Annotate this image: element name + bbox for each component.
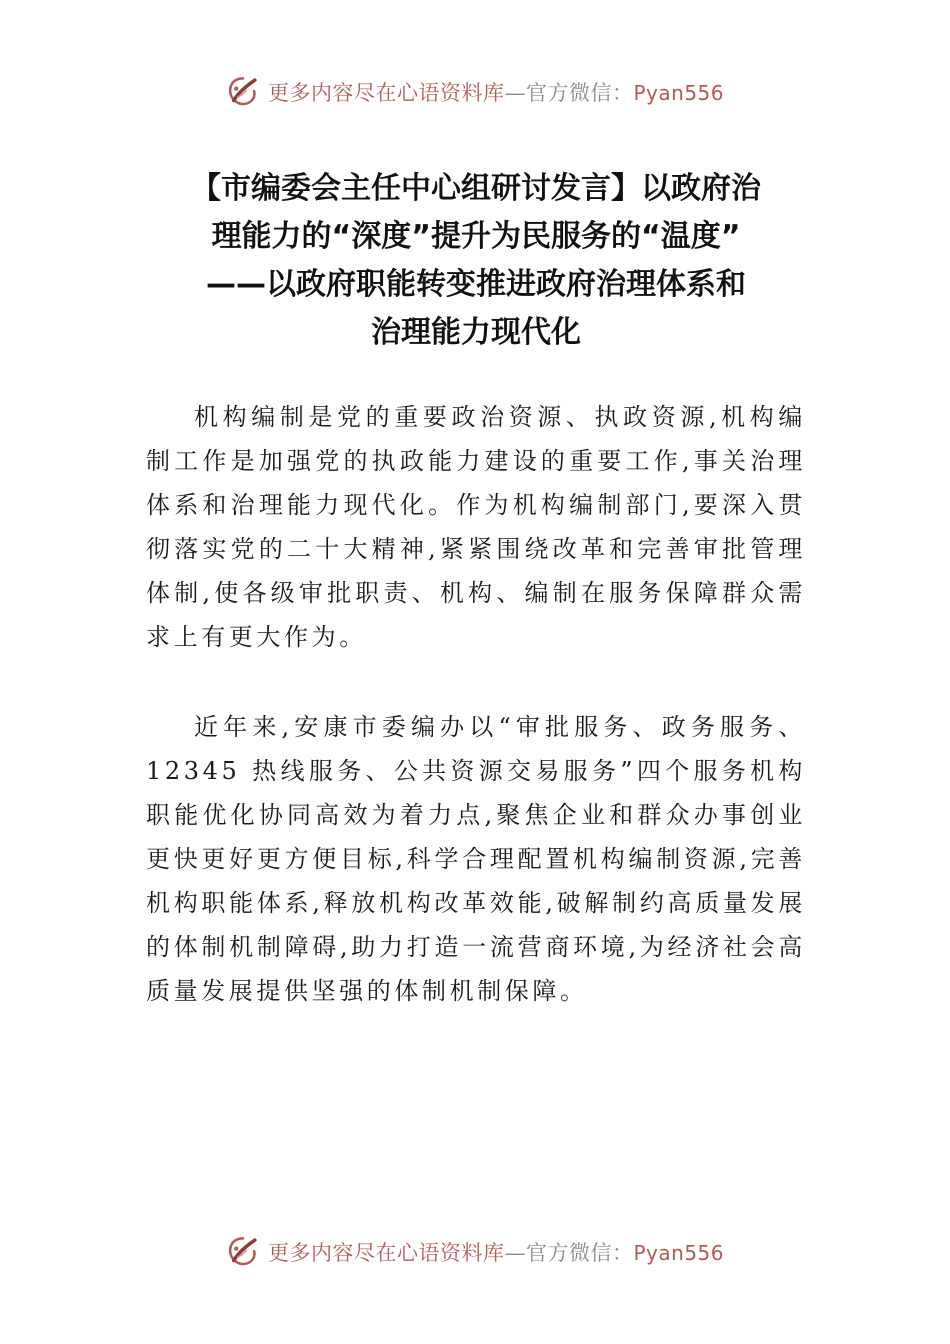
footer-watermark <box>0 1232 950 1272</box>
watermark-text <box>268 77 724 107</box>
body-paragraph-1: 机构编制是党的重要政治资源、执政资源,机构编制工作是加强党的执政能力建设的重要工作,事关治理体系和治理能力现代化。作为机构编制部门,要深入贯彻落实党的二十大精神,紧紧围绕改革和完善审批管理体制,使各级审批职责、机构、编制在服务保障群众需求上有更大作为。 <box>146 403 806 651</box>
watermark-brand: 更多内容尽在心语资料库 <box>267 1241 505 1265</box>
header-watermark <box>0 72 950 112</box>
title-line-4: 治理能力现代化 <box>371 315 581 350</box>
watermark-wechat-id: Pyan556 <box>633 81 724 105</box>
watermark-wechat-label: 官方微信： <box>525 1241 634 1265</box>
pen-swirl-logo-icon <box>226 1235 260 1269</box>
watermark-separator: — <box>504 1241 526 1265</box>
watermark-brand: 更多内容尽在心语资料库 <box>267 81 505 105</box>
title-line-2: 理能力的“深度”提升为民服务的“温度” <box>211 219 741 254</box>
watermark-separator: — <box>504 81 526 105</box>
body-paragraph-2: 近年来,安康市委编办以“审批服务、政务服务、12345 热线服务、公共资源交易服务”四个服务机构职能优化协同高效为着力点,聚焦企业和群众办事创业更快更好更方便目标,科学合理配置机构编制资源,完善机构职能体系,释放机构改革效能,破解制约高质量发展的体制机制障碍,助力打造一流营商环境,为经济社会高质量发展提供坚强的体制机制保障。 <box>146 713 806 1005</box>
title-line-1: 【市编委会主任中心组研讨发言】以政府治 <box>191 171 761 206</box>
pen-swirl-logo-icon <box>226 75 260 109</box>
watermark-wechat-label: 官方微信： <box>525 81 634 105</box>
watermark-text <box>268 1237 724 1267</box>
document-title <box>140 165 812 357</box>
watermark-wechat-id: Pyan556 <box>633 1241 724 1265</box>
title-line-3: ——以政府职能转变推进政府治理体系和 <box>206 267 746 302</box>
